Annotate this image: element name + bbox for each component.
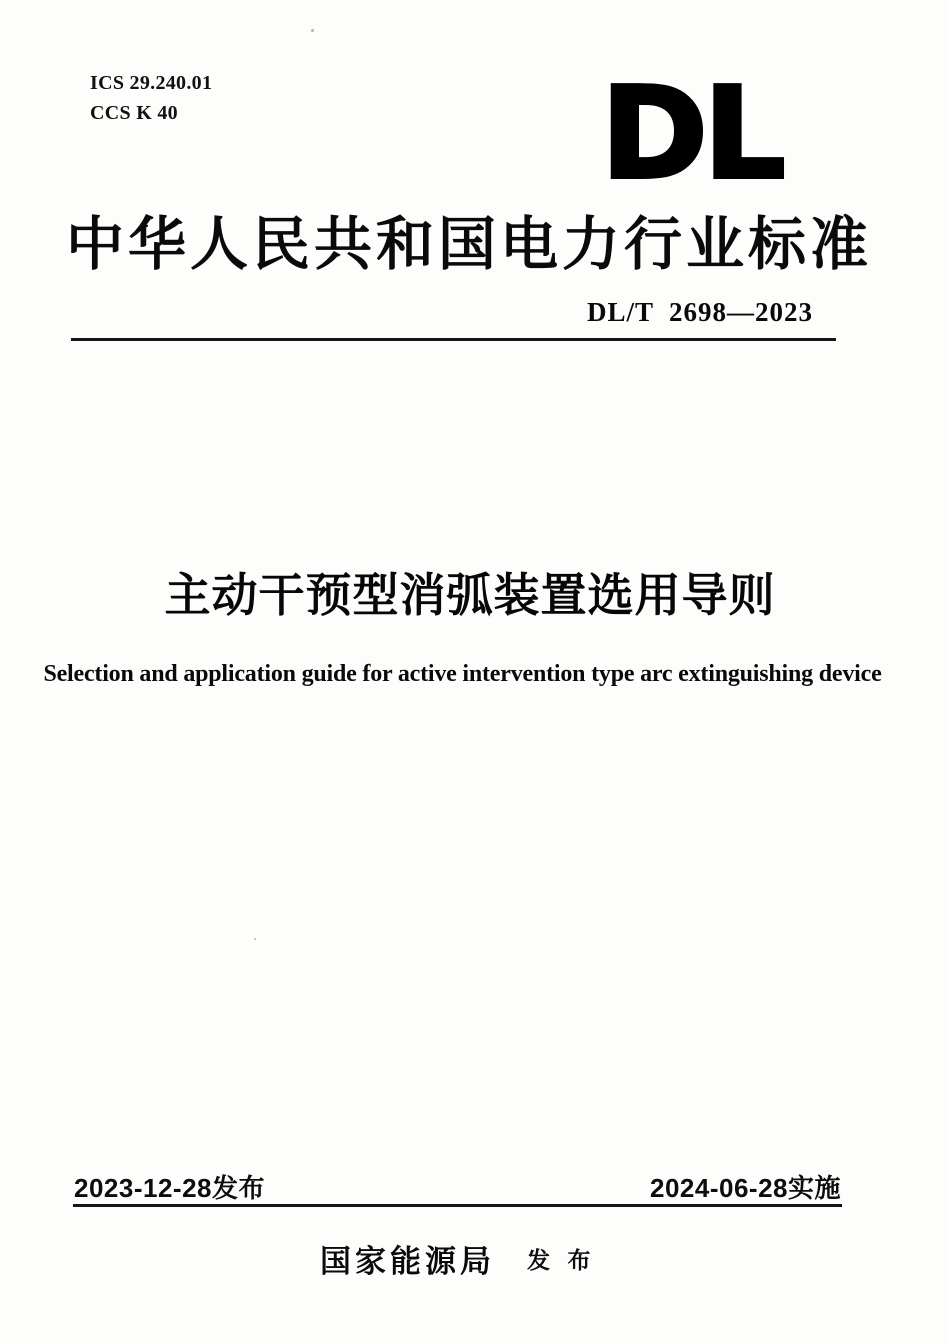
standard-number: DL/T 2698—2023: [586, 297, 813, 327]
scan-artifact-dot: [254, 938, 256, 940]
standard-series-title: 中华人民共和国电力行业标准: [66, 212, 873, 277]
footer-divider-line: [73, 1204, 842, 1207]
document-title-english: Selection and application guide for active intervention type arc extinguishing device: [43, 661, 882, 687]
issue-date: 2023-12-28发布: [74, 1173, 265, 1203]
header-divider-line: [71, 338, 836, 341]
document-title-chinese: 主动干预型消弧装置选用导则: [164, 569, 776, 621]
publisher-name: 国家能源局: [320, 1244, 495, 1279]
classification-codes: [90, 68, 212, 128]
dl-logo: DL: [601, 60, 782, 207]
publish-label: 发 布: [527, 1248, 593, 1273]
ics-code: ICS 29.240.01: [90, 72, 213, 94]
ccs-code: CCS K 40: [90, 102, 178, 124]
scan-artifact-dot: [311, 29, 314, 32]
implementation-date: 2024-06-28实施: [650, 1173, 841, 1203]
